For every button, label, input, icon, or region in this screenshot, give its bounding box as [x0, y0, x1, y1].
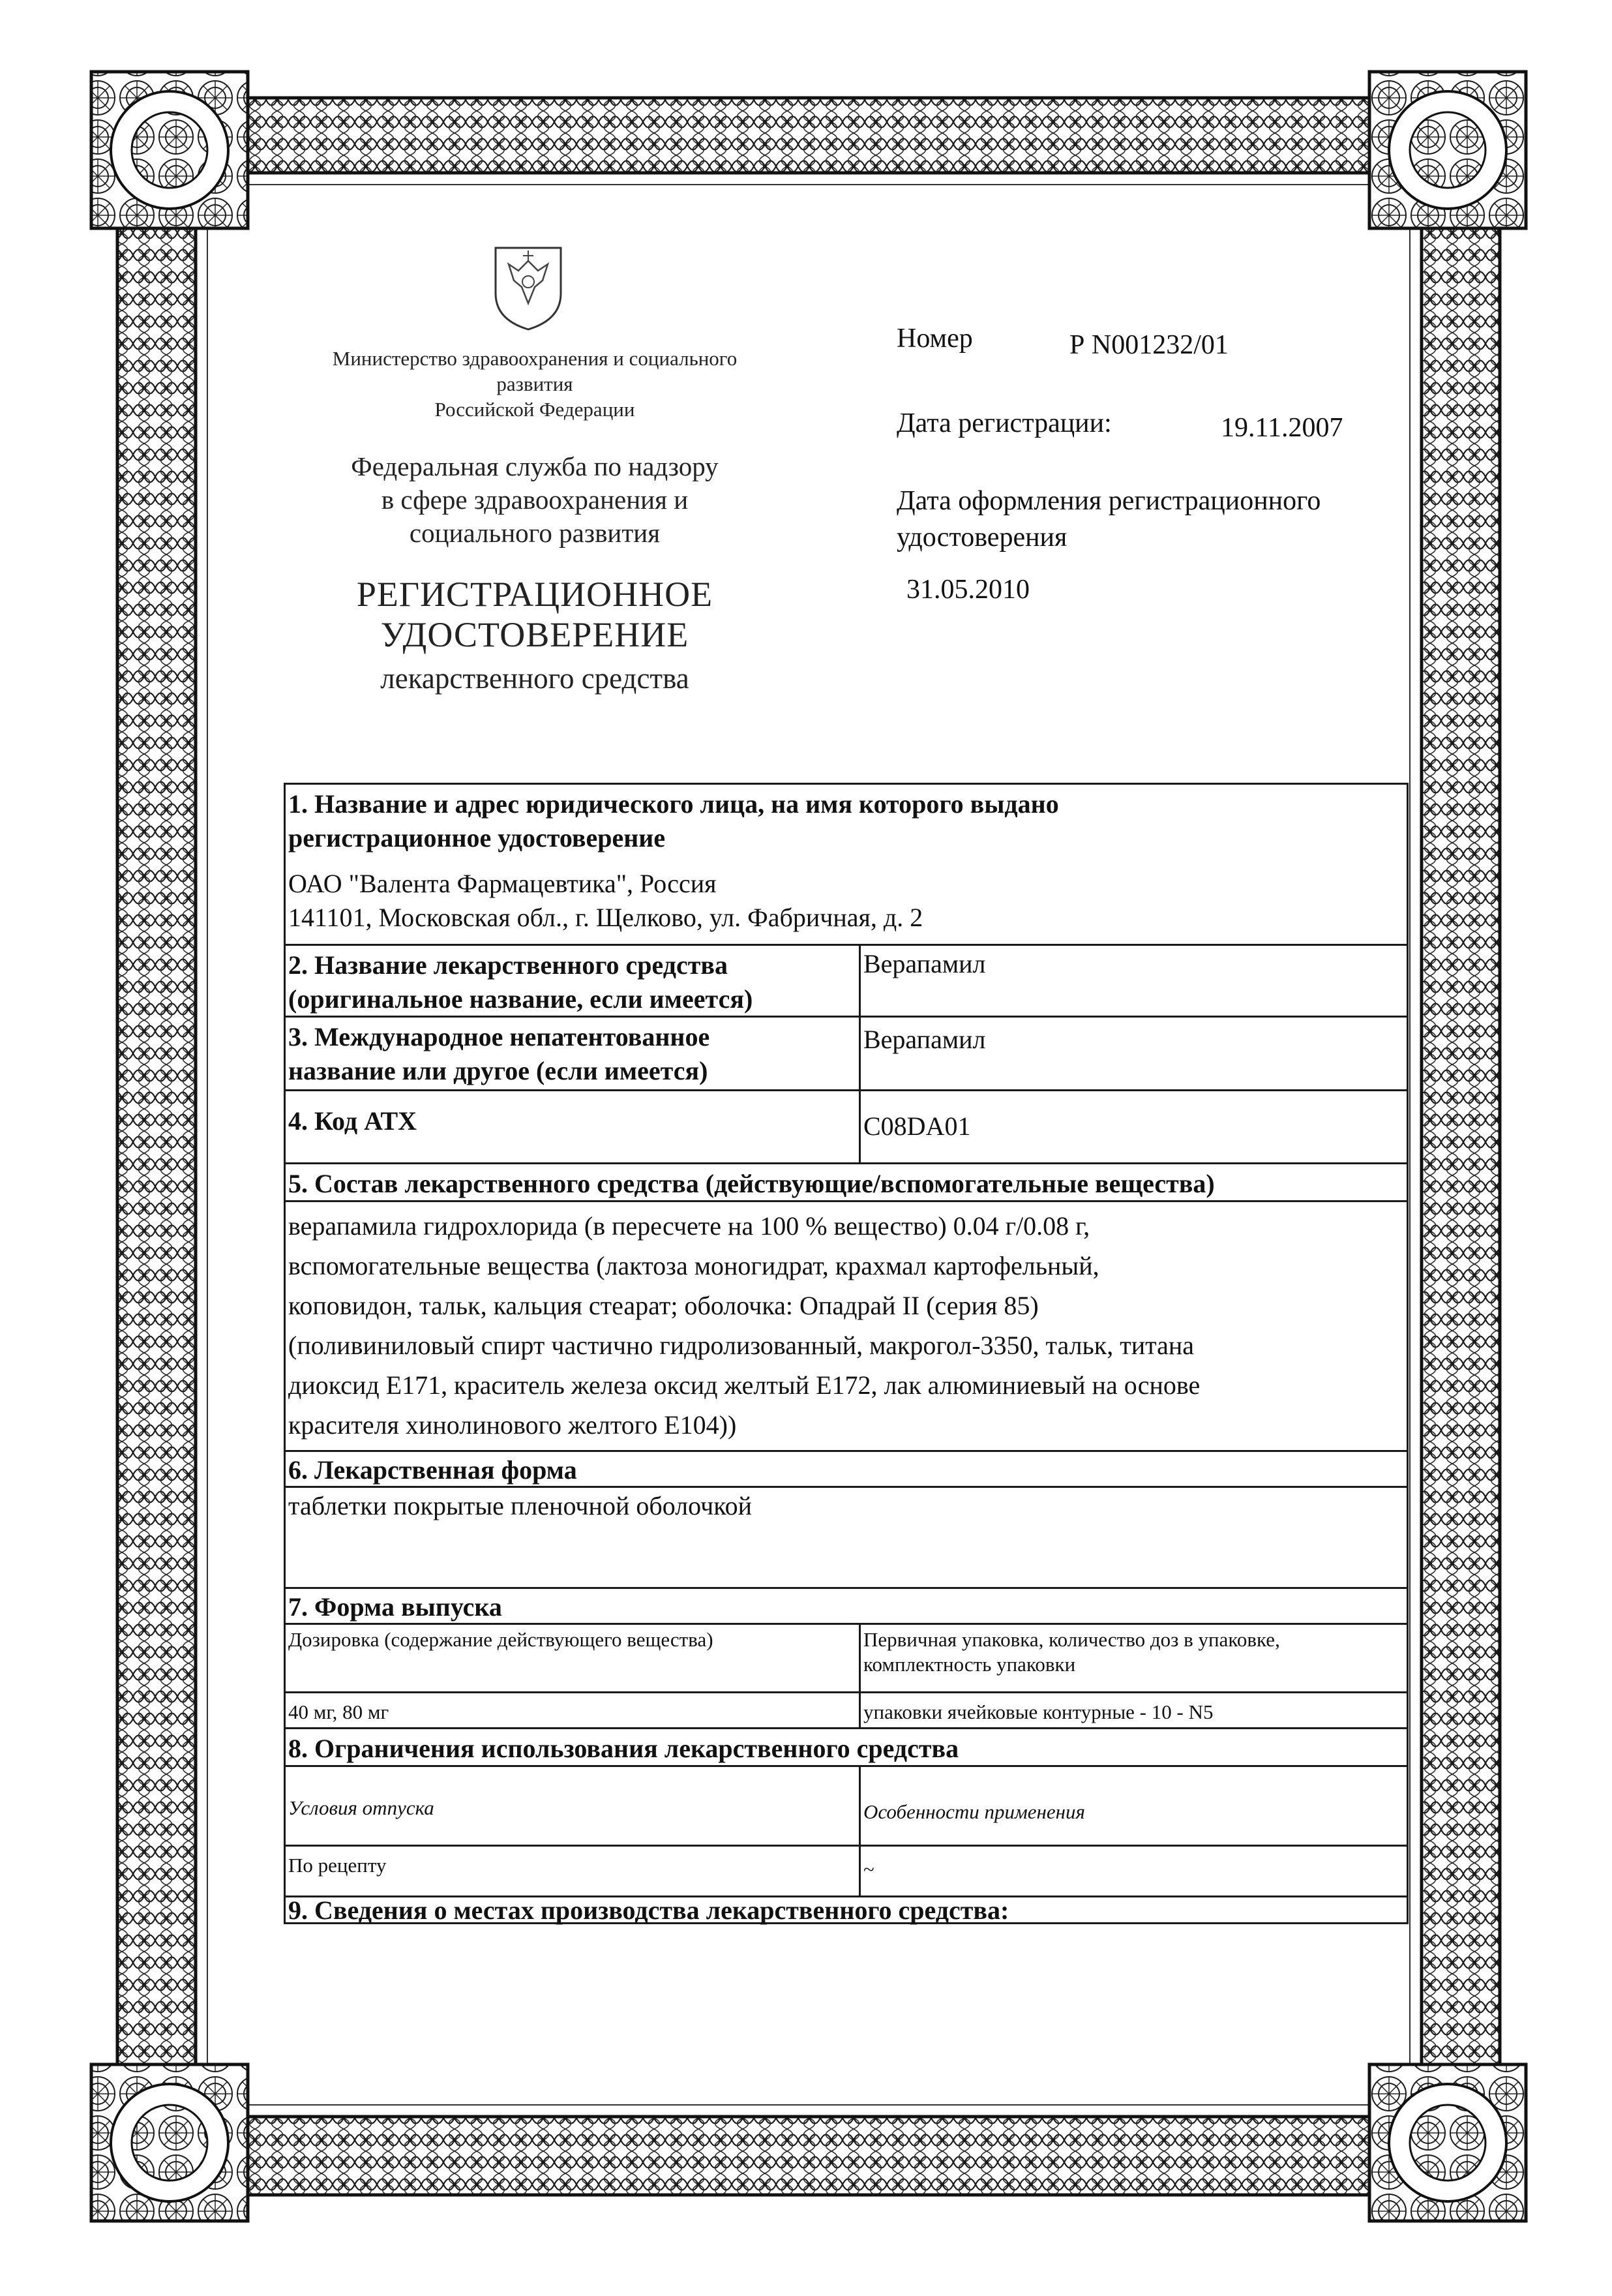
dispensing-conditions-header: Условия отпуска: [286, 1767, 861, 1845]
section-9-header: [286, 1897, 1407, 1924]
section-6-header: [286, 1452, 1407, 1488]
certificate-title: [248, 574, 822, 655]
section-2-title-line: 2. Название лекарственного средства: [288, 950, 728, 980]
company-name: ОАО "Валента Фармацевтика", Россия: [288, 869, 717, 898]
section-7-title: 7. Форма выпуска: [288, 1592, 502, 1622]
section-1-title-line: регистрационное удостоверение: [288, 823, 666, 853]
ministry-name: [248, 346, 822, 422]
section-3-title: [286, 1018, 861, 1089]
number-value: Р N001232/01: [1069, 330, 1229, 360]
composition-line: вспомогательные вещества (лактоза моногидрат, крахмал картофельный,: [288, 1251, 1099, 1280]
section-1: [286, 785, 1407, 946]
service-line: в сфере здравоохранения и: [381, 485, 689, 515]
application-features-header: Особенности применения: [863, 1800, 1085, 1823]
composition-line: верапамила гидрохлорида (в пересчете на 100 % вещество) 0.04 г/0.08 г,: [288, 1211, 1090, 1241]
section-4-title: 4. Код АТХ: [286, 1091, 861, 1162]
dosage-column-header: Дозировка (содержание действующего вещества): [286, 1625, 861, 1691]
section-8-values: [286, 1847, 1407, 1897]
section-5-title: 5. Состав лекарственного средства (действующие/вспомогательные вещества): [288, 1169, 1215, 1198]
dosage-form-value: таблетки покрытые пленочной оболочкой: [288, 1491, 753, 1520]
dispensing-conditions-value: По рецепту: [286, 1847, 861, 1896]
section-3-title-line: 3. Международное непатентованное: [288, 1022, 710, 1051]
number-label: Номер: [897, 324, 973, 354]
section-2-title-line: (оригинальное название, если имеется): [288, 984, 753, 1014]
section-3-title-line: название или другое (если имеется): [288, 1056, 708, 1085]
issue-date-value: 31.05.2010: [906, 575, 1030, 605]
issue-date-label-line: удостоверения: [897, 522, 1067, 552]
packaging-header-line: комплектность упаковки: [863, 1653, 1076, 1676]
packaging-value: упаковки ячейковые контурные - 10 - N5: [863, 1700, 1214, 1723]
section-4: [286, 1091, 1407, 1164]
certificate-subtitle: лекарственного средства: [380, 662, 689, 695]
section-1-body: [288, 867, 1403, 935]
corner-rosette-top-left: [91, 72, 248, 228]
packaging-column-header: [861, 1625, 1407, 1691]
section-7-column-headers: [286, 1625, 1407, 1693]
service-line: Федеральная служба по надзору: [351, 451, 719, 481]
title-line: РЕГИСТРАЦИОННОЕ: [356, 575, 713, 614]
title-line: УДОСТОВЕРЕНИЕ: [380, 615, 689, 654]
corner-rosette-top-right: [1369, 72, 1526, 228]
section-8-header: [286, 1729, 1407, 1767]
section-9-title: 9. Сведения о местах производства лекарственного средства:: [288, 1896, 1009, 1925]
packaging-header-line: Первичная упаковка, количество доз в упаковке,: [863, 1628, 1280, 1651]
application-features-value: ~: [863, 1858, 874, 1881]
composition-line: коповидон, тальк, кальция стеарат; оболочка: Опадрай II (серия 85): [288, 1291, 1039, 1320]
corner-rosette-bottom-left: [91, 2064, 248, 2221]
section-8-title: 8. Ограничения использования лекарственного средства: [288, 1734, 959, 1763]
section-2: [286, 946, 1407, 1018]
section-7-header: [286, 1589, 1407, 1625]
section-7-values: [286, 1693, 1407, 1729]
section-2-title: [286, 946, 861, 1016]
registration-date-value: 19.11.2007: [1221, 413, 1343, 443]
ministry-line: Министерство здравоохранения и социального: [332, 347, 738, 370]
ministry-line: развития: [496, 372, 573, 395]
section-6-body: [286, 1488, 1407, 1589]
section-2-value: Верапамил: [863, 949, 986, 978]
corner-rosette-bottom-right: [1369, 2064, 1526, 2221]
ministry-line: Российской Федерации: [434, 398, 635, 421]
section-1-title-line: 1. Название и адрес юридического лица, на имя которого выдано: [288, 789, 1059, 819]
composition-line: красителя хинолинового желтого Е104)): [288, 1410, 737, 1440]
section-6-title: 6. Лекарственная форма: [288, 1455, 577, 1485]
section-4-value: C08DA01: [863, 1111, 971, 1141]
certificate-table: [284, 783, 1409, 1924]
section-5-header: [286, 1164, 1407, 1202]
company-address: 141101, Московская обл., г. Щелково, ул. Фабричная, д. 2: [288, 903, 923, 932]
service-name: [248, 450, 822, 550]
composition-line: (поливиниловый спирт частично гидролизованный, макрогол-3350, тальк, титана: [288, 1331, 1195, 1360]
section-3-value: Верапамил: [863, 1025, 986, 1054]
service-line: социального развития: [409, 518, 661, 548]
issue-date-label: [897, 483, 1405, 556]
section-5-body: [286, 1202, 1407, 1452]
coat-of-arms-icon: [489, 241, 567, 333]
registration-date-label: Дата регистрации:: [897, 408, 1112, 438]
issue-date-label-line: Дата оформления регистрационного: [897, 486, 1321, 516]
dosage-value: 40 мг, 80 мг: [286, 1693, 861, 1727]
section-3: [286, 1018, 1407, 1091]
section-1-title: [288, 787, 1403, 855]
composition-line: диоксид Е171, краситель железа оксид желтый Е172, лак алюминиевый на основе: [288, 1370, 1201, 1400]
section-8-column-headers: [286, 1767, 1407, 1847]
composition-text: [288, 1206, 1403, 1445]
